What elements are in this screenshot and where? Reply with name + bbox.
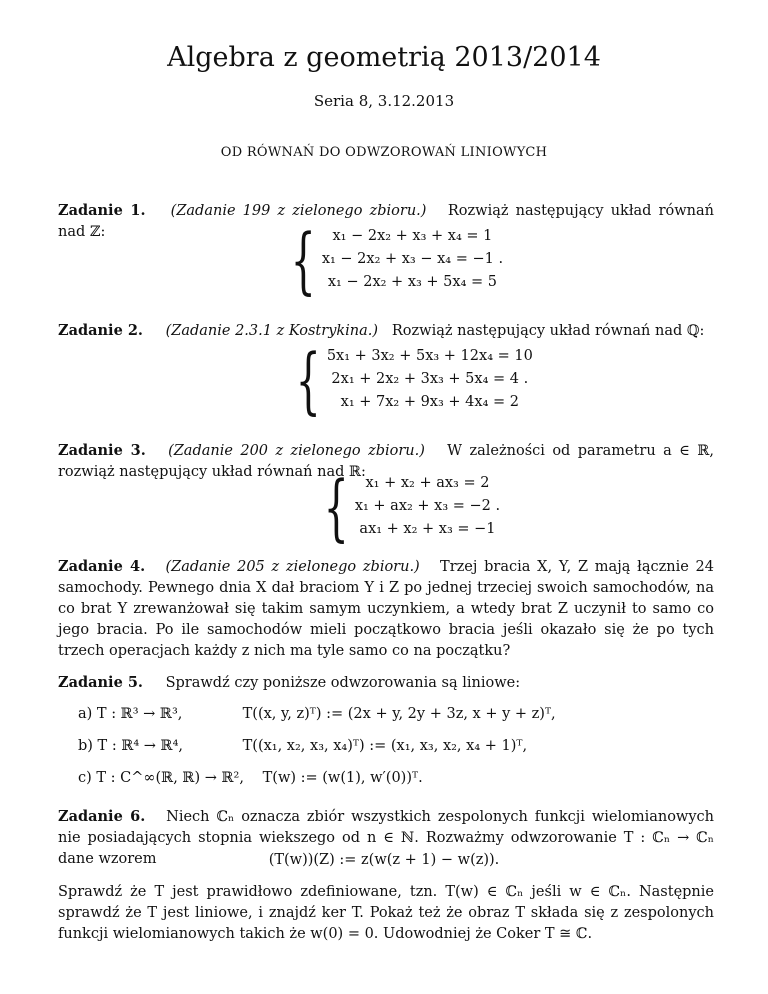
equation: 5x₁ + 3x₂ + 5x₃ + 12x₄ = 10 [326, 348, 533, 364]
task-2 [58, 320, 714, 342]
equation: ax₁ + x₂ + x₃ = −1 [359, 521, 496, 537]
task-text: Sprawdź czy poniższe odwzorowania są liniowe: [165, 675, 521, 691]
task-label: Zadanie 1. [58, 202, 146, 219]
equation: x₁ − 2x₂ + x₃ + x₄ = 1 [332, 228, 493, 244]
task-text: Niech ℂₙ oznacza zbiór wszystkich zespolonych funkcji wielomianowych nie posiadających stopnia wiekszego od n ∈ ℕ. Rozważmy odwzorowanie T : ℂₙ → ℂₙ dane wzorem [58, 809, 714, 867]
list-item [78, 762, 556, 794]
subject-heading: OD RÓWNAŃ DO ODWZOROWAŃ LINIOWYCH [220, 145, 548, 160]
task-text: Rozwiąż następujący układ równań nad ℤ: [58, 203, 714, 240]
map-definition: T(w) := (w(1), w′(0))ᵀ. [262, 770, 423, 786]
task-label: Zadanie 3. [58, 442, 146, 459]
equation-system-3 [303, 465, 501, 549]
list-item [78, 730, 556, 762]
task-label: Zadanie 6. [58, 808, 146, 825]
map-signature: b) T : ℝ⁴ → ℝ⁴, [78, 738, 184, 754]
task-label: Zadanie 4. [58, 558, 146, 575]
map-definition: T((x₁, x₂, x₃, x₄)ᵀ) := (x₁, x₃, x₂, x₄ + 1)ᵀ, [242, 738, 528, 754]
task-label: Zadanie 5. [58, 674, 143, 691]
task-text: Trzej bracia X, Y, Z mają łącznie 24 samochody. Pewnego dnia X dał braciom Y i Z po jednej trzeciej swoich samochodów, na co brat Y zrewanżował się takim samym uczynkiem, a wtedy brat Z uczynił to samo co jego bracia. Po ile samochodów mieli początkowo bracia jeśli okazało się że po tych trzech operacjach każdy z nich ma tyle samo co na początku? [58, 559, 715, 659]
task-6-continuation: Sprawdź że T jest prawidłowo zdefiniowane, tzn. T(w) ∈ ℂₙ jeśli w ∈ ℂₙ. Następnie sprawdź że T jest liniowe, i znajdź ker T. Pokaż też że obraz T składa się z zespolonych funkcji wielomianowych takich że w(0) = 0. Udowodniej że Coker T ≅ ℂ. [58, 884, 714, 942]
brace-icon: { [323, 465, 349, 549]
brace-icon: { [290, 218, 316, 302]
equation-system-1 [270, 218, 504, 302]
task-text: Rozwiąż następujący układ równań nad ℚ: [391, 323, 705, 339]
equation: x₁ − 2x₂ + x₃ + 5x₄ = 5 [327, 274, 497, 290]
task-source: (Zadanie 199 z zielonego zbioru.) [170, 203, 427, 219]
equation: 2x₁ + 2x₂ + 3x₃ + 5x₄ = 4 . [331, 371, 529, 387]
map-signature: a) T : ℝ³ → ℝ³, [78, 706, 183, 722]
task-5 [58, 672, 714, 694]
equation: x₁ − 2x₂ + x₃ − x₄ = −1 . [321, 251, 504, 267]
task-4 [58, 556, 714, 662]
formula: (T(w))(Z) := z(w(z + 1) − w(z)). [268, 852, 500, 868]
equation: x₁ + ax₂ + x₃ = −2 . [354, 498, 501, 514]
list-item [78, 698, 556, 730]
brace-icon: { [295, 338, 321, 422]
map-signature: c) T : C^∞(ℝ, ℝ) → ℝ², [78, 770, 244, 786]
task-source: (Zadanie 200 z zielonego zbioru.) [168, 443, 425, 459]
map-definition: T((x, y, z)ᵀ) := (2x + y, 2y + 3z, x + y + z)ᵀ, [242, 706, 556, 722]
equation-system-2 [275, 338, 533, 422]
task-text: W zależności od parametru a ∈ ℝ, rozwiąż następujący układ równań nad ℝ: [58, 443, 714, 480]
task-source: (Zadanie 2.3.1 z Kostrykina.) [165, 323, 379, 339]
equation: x₁ + x₂ + ax₃ = 2 [365, 475, 490, 491]
task-label: Zadanie 2. [58, 322, 143, 339]
equation: x₁ + 7x₂ + 9x₃ + 4x₄ = 2 [340, 394, 519, 410]
task-source: (Zadanie 205 z zielonego zbioru.) [165, 559, 420, 575]
series-date: Seria 8, 3.12.2013 [313, 92, 455, 110]
map-list [78, 698, 556, 794]
page-title: Algebra z geometrią 2013/2014 [167, 42, 601, 73]
